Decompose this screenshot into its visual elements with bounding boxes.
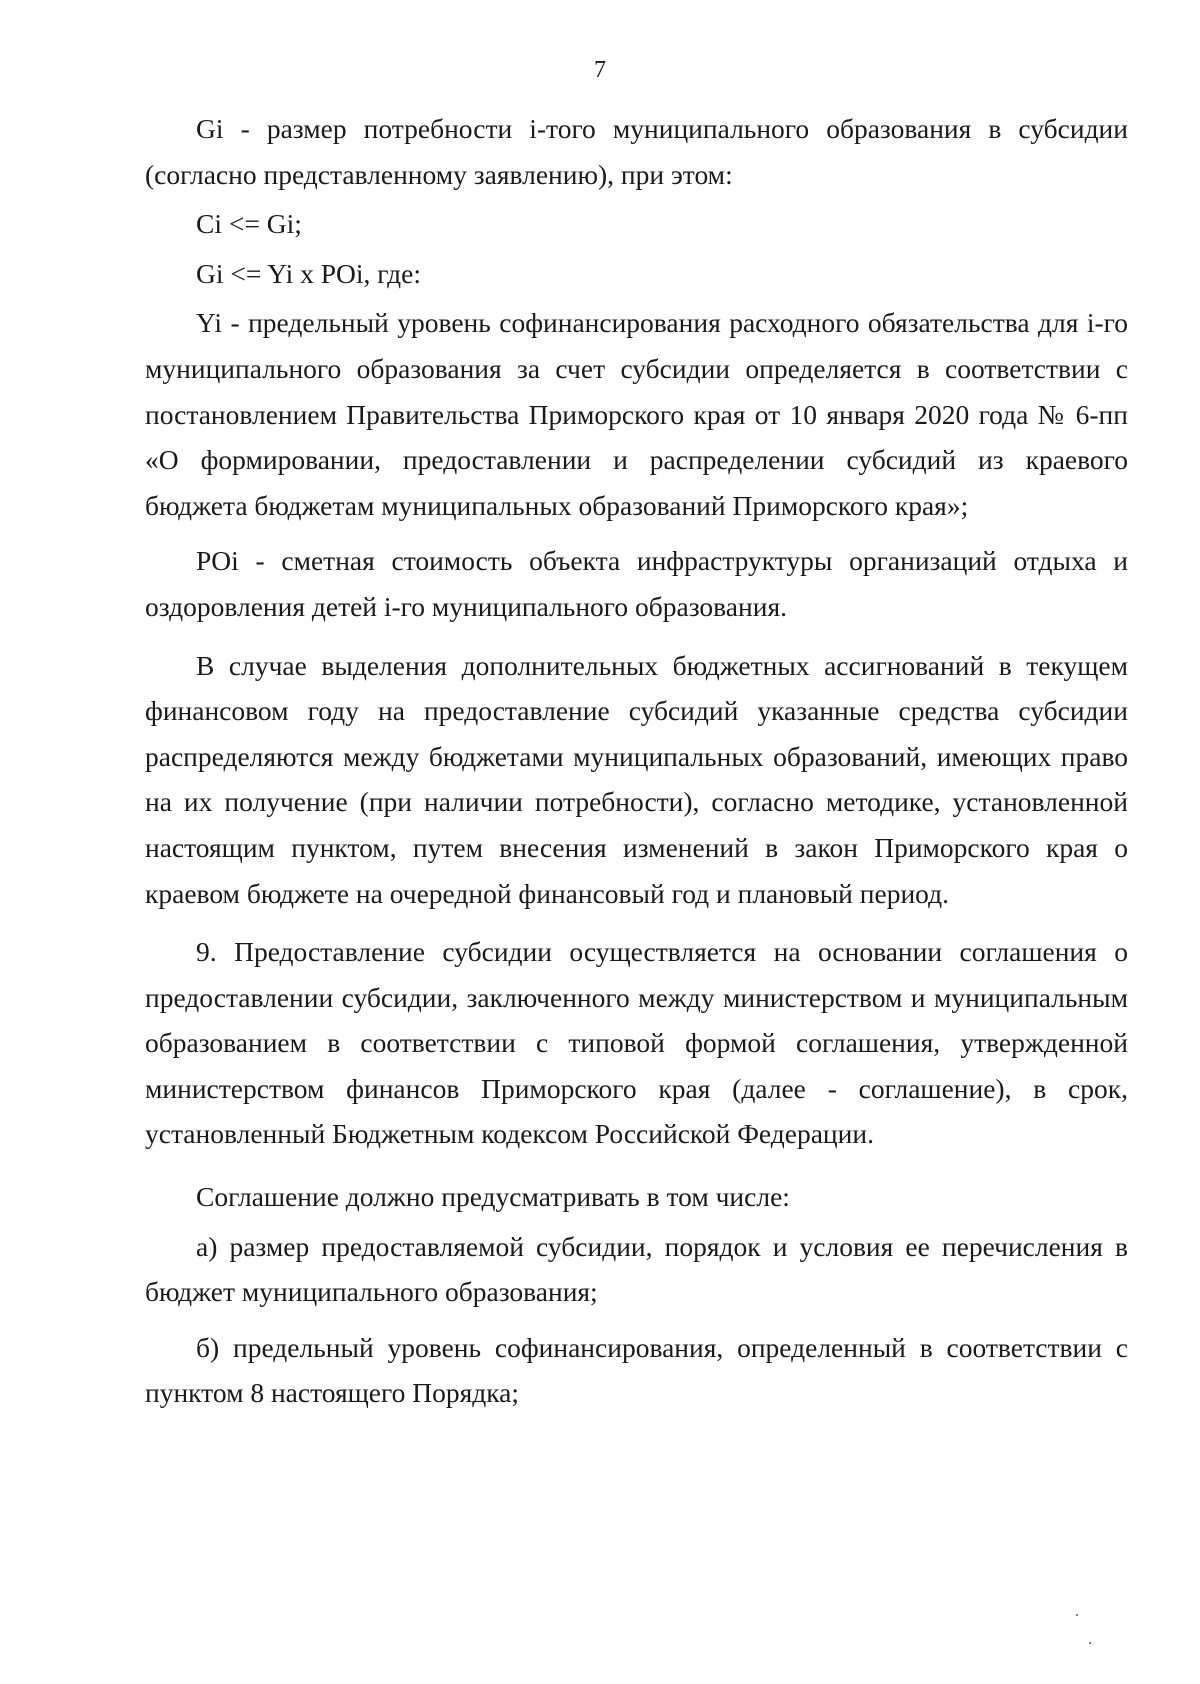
scan-speck — [1089, 1642, 1091, 1644]
scan-speck — [1076, 1614, 1078, 1616]
formula-ci-le-gi: Ci <= Gi; — [196, 208, 302, 240]
page-number: 7 — [594, 57, 606, 83]
list-item-a: а) размер предоставляемой субсидии, порядок и условия ее перечисления в бюджет муниципального образования; — [145, 1230, 1128, 1308]
paragraph-poi-definition: POi - сметная стоимость объекта инфраструктуры организаций отдыха и оздоровления детей i-го муниципального образования. — [145, 545, 1128, 622]
formula-gi-le-yi-poi: Gi <= Yi x POi, где: — [196, 257, 422, 289]
paragraph-item-9-agreement: 9. Предоставление субсидии осуществляется на основании соглашения о предоставлении субсидии, заключенного между министерством и муниципальным образованием в соответствии с типовой формой соглашения, утвержденной министерством финансов Приморского края (далее - соглашение), в срок, установленный Бюджетным кодексом Российской Федерации. — [145, 936, 1128, 1150]
document-body — [145, 106, 1128, 1416]
list-item-b: б) предельный уровень софинансирования, определенный в соответствии с пунктом 8 настоящего Порядка; — [145, 1331, 1128, 1409]
paragraph-additional-allocations: В случае выделения дополнительных бюджетных ассигнований в текущем финансовом году на предоставление субсидий указанные средства субсидии распределяются между бюджетами муниципальных образований, имеющих право на их получение (при наличии потребности), согласно методике, установленной настоящим пунктом, путем внесения изменений в закон Приморского края о краевом бюджете на очередной финансовый год и плановый период. — [145, 649, 1128, 909]
paragraph-yi-definition: Yi - предельный уровень софинансирования расходного обязательства для i-го муниципального образования за счет субсидии определяется в соответствии с постановлением Правительства Приморского края от 10 января 2020 года № 6-пп «О формировании, предоставлении и распределении субсидий из краевого бюджета бюджетам муниципальных образований Приморского края»; — [145, 307, 1128, 521]
paragraph-gi-definition: Gi - размер потребности i-того муниципального образования в субсидии (согласно представленному заявлению), при этом: — [145, 113, 1128, 190]
paragraph-agreement-must-include: Соглашение должно предусматривать в том числе: — [196, 1181, 790, 1213]
